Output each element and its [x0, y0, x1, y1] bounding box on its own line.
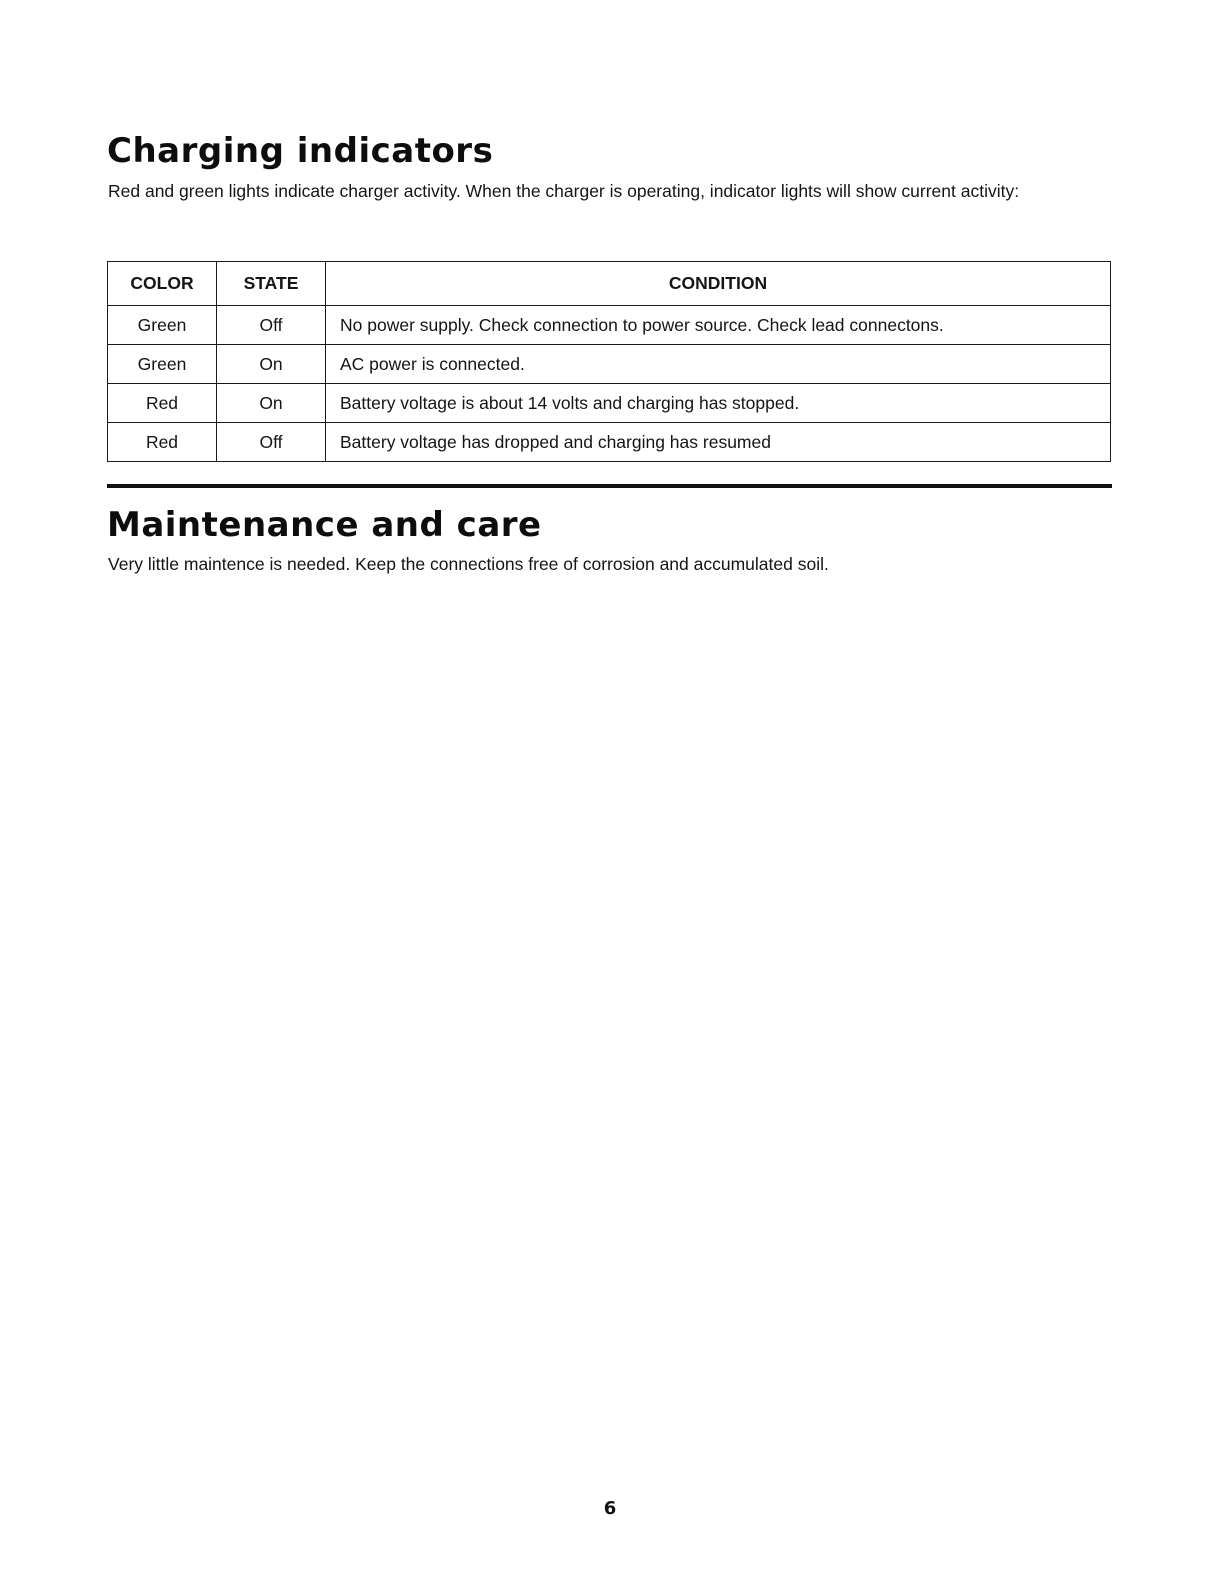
- maintenance-intro: Very little maintence is needed. Keep the connections free of corrosion and accumulated soil.: [108, 554, 829, 574]
- cell-condition: Battery voltage is about 14 volts and charging has stopped.: [326, 384, 1111, 423]
- header-state: STATE: [217, 262, 326, 306]
- cell-state: Off: [217, 423, 326, 462]
- maintenance-heading: Maintenance and care: [107, 505, 542, 545]
- cell-condition: No power supply. Check connection to power source. Check lead connectons.: [326, 306, 1111, 345]
- cell-state: On: [217, 345, 326, 384]
- charging-indicators-intro: Red and green lights indicate charger activity. When the charger is operating, indicator lights will show current activity:: [108, 181, 1020, 201]
- cell-condition: Battery voltage has dropped and charging has resumed: [326, 423, 1111, 462]
- cell-condition: AC power is connected.: [326, 345, 1111, 384]
- cell-state: Off: [217, 306, 326, 345]
- section-divider: [107, 484, 1112, 488]
- header-color: COLOR: [108, 262, 217, 306]
- table-row: [108, 306, 1111, 345]
- header-condition: CONDITION: [326, 262, 1111, 306]
- table-row: [108, 345, 1111, 384]
- page-number: 6: [603, 1498, 617, 1519]
- cell-color: Green: [108, 306, 217, 345]
- table-row: [108, 423, 1111, 462]
- charging-indicators-table: [107, 261, 1111, 462]
- cell-state: On: [217, 384, 326, 423]
- cell-color: Red: [108, 423, 217, 462]
- table-row: [108, 384, 1111, 423]
- table-header-row: [108, 262, 1111, 306]
- cell-color: Green: [108, 345, 217, 384]
- charging-indicators-heading: Charging indicators: [107, 131, 494, 171]
- cell-color: Red: [108, 384, 217, 423]
